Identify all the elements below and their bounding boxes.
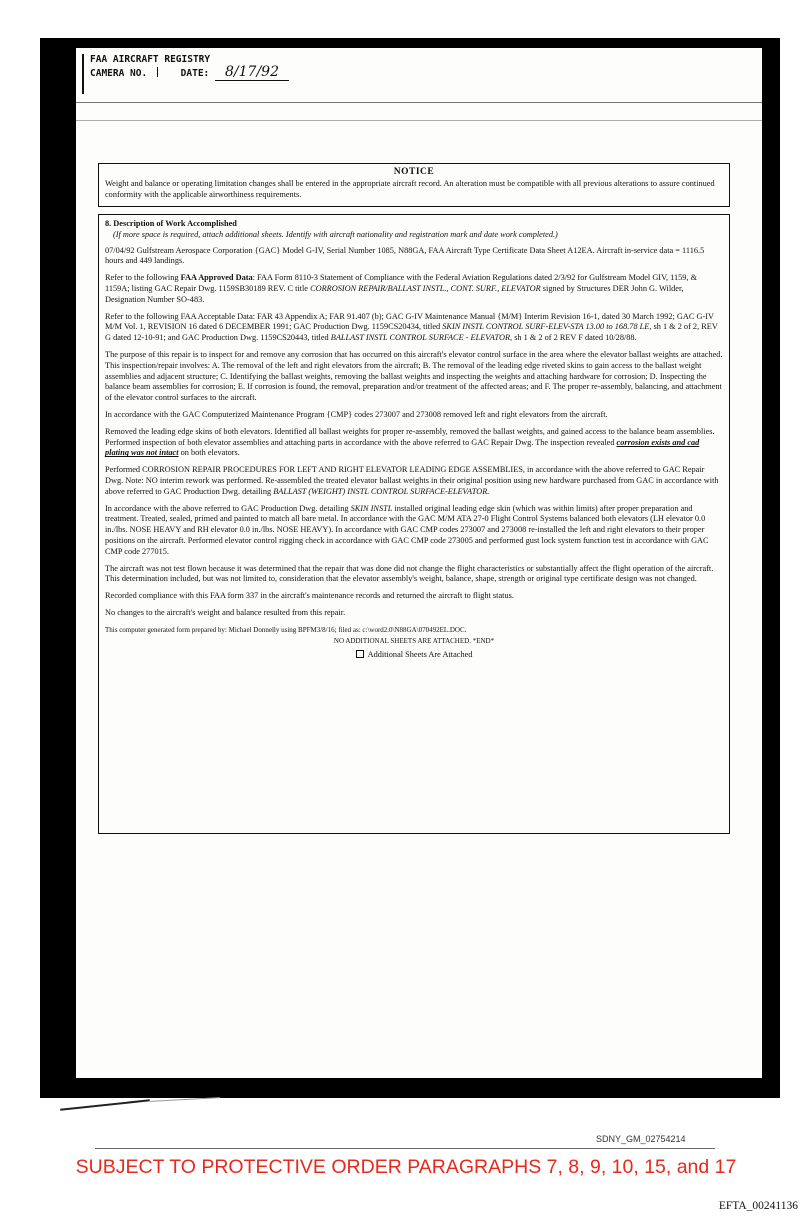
additional-sheets-row [105,650,723,661]
efta-number: EFTA_00241136 [718,1200,798,1212]
scanned-document-frame [40,38,780,1098]
paragraph-inspection [105,427,723,459]
approved-data-label: FAA Approved Data [180,273,253,283]
registry-stamp [82,54,352,94]
corrosion-repair-title: BALLAST (WEIGHT) INSTL CONTROL SURFACE-ELEVATOR. [273,486,490,496]
reinstallation-lead: In accordance with the above referred to GAC Production Dwg. detailing [105,503,349,513]
paragraph-corrosion-repair [105,465,723,497]
scan-artifact-stroke [60,1099,150,1110]
date-label: DATE: [180,68,210,79]
paragraph-test-flight: The aircraft was not test flown because it was determined that the repair that was done did not change the flight characteristics or substantially affect the flight operation of the aircraft. This determination included, but was not limited to, consideration that the elevator assembly's weight, balance, shape, strength or original type certificate design was not changed. [105,563,714,584]
paragraph-reinstallation [105,504,723,558]
work-description-box [98,214,730,834]
acceptable-data-title-1: SKIN INSTL CONTROL SURF-ELEV-STA 13.00 to 168.78 LE [442,322,650,332]
scan-rule-second [76,120,762,121]
scan-rule-top [76,102,762,103]
handwritten-date: 8/17/92 [215,64,289,81]
registry-stamp-title: FAA AIRCRAFT REGISTRY [90,54,211,65]
additional-sheets-label: Additional Sheets Are Attached [367,650,473,660]
camera-divider [157,67,171,77]
form-prepared-by: This computer generated form prepared by: Michael Donnelly using BPFM3/8/16; filed as: c:\word2.0\N88GA\070492EL.DOC. [105,625,467,634]
bates-control-number: SDNY_GM_02754214 [596,1134,686,1144]
approved-data-title: CORROSION REPAIR/BALLAST INSTL., CONT. SURF., ELEVATOR [310,283,541,293]
notice-box [98,163,730,207]
approved-data-tail: signed by Structures DER John G. Wilder, Designation Number SO-483. [105,283,684,304]
notice-title: NOTICE [393,167,435,177]
paragraph-purpose: The purpose of this repair is to inspect for and remove any corrosion that has occurred on this aircraft's elevator control surface in the area where the elevator ballast weights are attached. This inspection/repair involves: A. The removal of the left and right elevators from the aircraft; B. The removal of the leading edge riveted skins to gain access to the ballast weight assemblies and adjacent structure; C. Identifying the ballast weights, removing the ballast weights and inspecting the weights and attaching hardware for corrosion; D. Inspecting the balance beam assemblies for corrosion; E. If corrosion is found, the removal, preparation and/or treatment of the affected areas; and F. The proper re-assembly, balancing, and attachment of the elevator control surfaces to the aircraft. [105,349,723,403]
acceptable-data-c: , sh 1 & 2 of 2 REV F dated 10/28/88. [510,333,637,343]
paragraph-approved-data [105,273,723,305]
notice-body: Weight and balance or operating limitation changes shall be entered in the appropriate aircraft record. An alteration must be compatible with all previous alterations to assure continued conformity with the applicable airworthiness requirements. [105,179,715,199]
acceptable-data-a: Refer to the following FAA Acceptable Data: FAR 43 Appendix A; FAR 91.407 (b); GAC G-IV Maintenance Manual {M/M} Interim Revision 16-1, dated 30 March 1992; GAC G-IV M/M Vol. 1, REVISION 16 dated 6 DECEMBER 1991; GAC Production Dwg. 1159CS20434, titled [105,311,714,332]
acceptable-data-b: , sh 1 & 2 of 2, REV G dated 12-10-91; and GAC Production Dwg. 1159CS20443, titled [105,322,718,343]
corrosion-repair-text: Performed CORROSION REPAIR PROCEDURES FOR LEFT AND RIGHT ELEVATOR LEADING EDGE ASSEMBLIES, in accordance with the above referred to GAC Repair Dwg. Note: NO interim rework was performed. Re-assembled the treated elevator ballast weights in their original position using new hardware purchased from GAC in accordance with above referred to GAC Production Dwg. detailing [105,465,719,496]
approved-data-lead: Refer to the following [105,273,179,283]
no-additional-sheets: NO ADDITIONAL SHEETS ARE ATTACHED. *END* [333,636,495,645]
additional-sheets-checkbox[interactable] [356,650,364,658]
reinstallation-text: installed original leading edge skin (which was within limits) after proper preparation and treatment. Treated, sealed, primed and painted to match all bare metal. In accordance with the GAC M/M ATA 27-0 Flight Control Systems balanced both elevators (LH elevator 0.0 in./lbs. NOSE HEAVY and RH elevator 0.0 in./lbs. NOSE HEAVY). In accordance with GAC CMP codes 273007 and 273008 re-installed the left and right elevators to their proper positions on the aircraft. Performed elevator control rigging check in accordance with GAC CMP code 273005 and performed gust lock system function test in accordance with GAC CMP code 277015. [105,503,709,556]
registry-stamp-camera-date [90,66,352,80]
approved-data-text: : FAA Form 8110-3 Statement of Compliance with the Federal Aviation Regulations dated 2/3/92 for Gulfstream Model GIV, 1159, & 1159A; listing GAC Repair Dwg. 1159SB30189 REV. C title [105,273,698,293]
paragraph-weight-balance: No changes to the aircraft's weight and balance resulted from this repair. [105,607,346,617]
section-title: 8. Description of Work Accomplished [105,219,237,228]
footer-rule [95,1148,715,1149]
paragraph-compliance: Recorded compliance with this FAA form 337 in the aircraft's maintenance records and returned the aircraft to flight status. [105,591,514,601]
reinstallation-title: SKIN INSTL [350,503,393,513]
paragraph-aircraft-info: 07/04/92 Gulfstream Aerospace Corporation {GAC} Model G-IV, Serial Number 1085, N88GA, FAA Aircraft Type Certificate Data Sheet A12EA. Aircraft in-service data = 1116.5 hours and 449 landings. [105,245,705,266]
inspection-finding: corrosion exists and cad plating was not intact [105,437,700,458]
paragraph-removal: In accordance with the GAC Computerized Maintenance Program {CMP} codes 273007 and 273008 removed left and right elevators from the aircraft. [105,409,608,419]
paragraph-acceptable-data [105,312,723,344]
camera-label: CAMERA NO. [90,68,148,79]
inspection-tail: on both elevators. [180,448,240,458]
document-page [76,48,762,1078]
acceptable-data-title-2: BALLAST INSTL CONTROL SURFACE - ELEVATOR [330,333,511,343]
inspection-text: Removed the leading edge skins of both elevators. Identified all ballast weights for proper re-assembly, removed the ballast weights, and gained access to the balance beam assemblies. Performed inspection of both elevator assemblies and attaching parts in accordance with the above referred to GAC Repair Dwg. The inspection revealed [105,426,715,447]
protective-order-notice: SUBJECT TO PROTECTIVE ORDER PARAGRAPHS 7, 8, 9, 10, 15, and 17 [75,1156,737,1178]
section-note: (If more space is required, attach additional sheets. Identify with aircraft nationality and registration mark and date work completed.) [113,229,558,239]
